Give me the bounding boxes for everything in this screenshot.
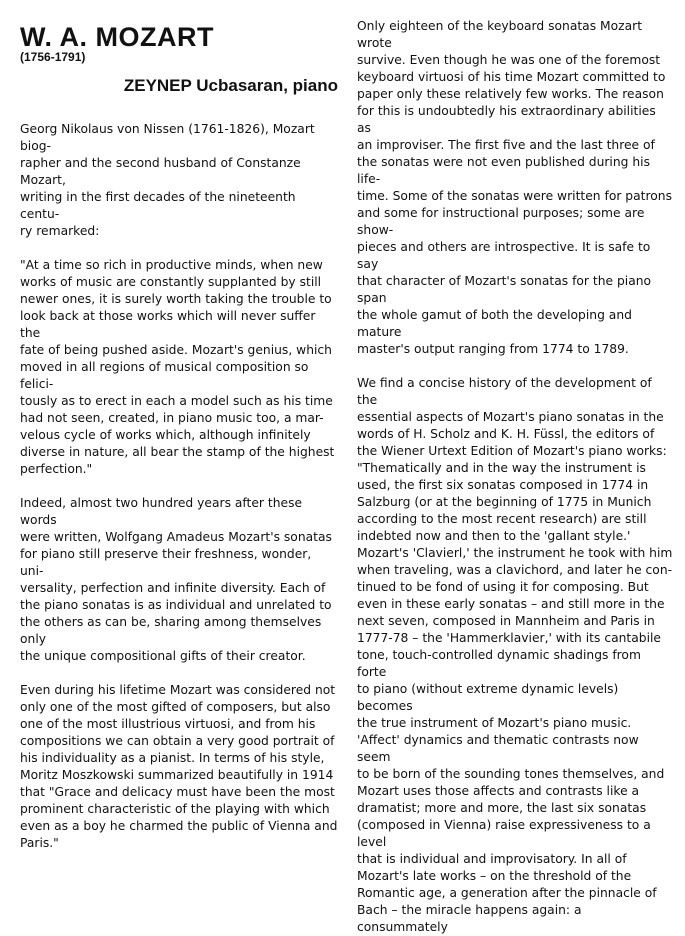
development-history-paragraph: We find a concise history of the development of the essential aspects of Mozart's piano sonatas in the words of H. Scholz and K. H. Füssl, the editors of the Wiener Urtext Edition of Mozart's piano works: "Thematically and in the way the instrument is used, the first six sonatas composed in 1774 in Salzburg (or at the beginning of 1775 in Munich according to the most recent research) are still indebted now and then to the 'gallant style.' Mozart's 'Clavierl,' the instrument he took with him when traveling, was a clavichord, and later he con- tinued to be fond of using it for composing. But even in these early sonatas – and still more in the next seven, composed in Mannheim and Paris in 1777-78 – the 'Hammerklavier,' with its cantabile tone, touch-controlled dynamic shadings from forte to piano (without extreme dynamic levels) becomes the true instrument of Mozart's piano music. 'Affect' dynamics and thematic contrasts now seem to be born of the sounding tones themselves, and Mozart uses those affects and contrasts like a dramatist; more and more, the last six sonatas (composed in Vienna) raise expressiveness to a level that is individual and improvisatory. In all of Mozart's late works – on the threshold of the Romantic age, a generation after the pinnacle of Bach – the miracle happens again: a consummately bbox=[357, 376, 673, 934]
sonatas-freshness-paragraph: Indeed, almost two hundred years after these words were written, Wolfgang Amadeus Mozart's sonatas for piano still preserve their freshness, wonder, uni- versality, perfection and infinite diversity. Each of the piano sonatas is as individual and unrelated to the others as can be, sharing among themselves only the unique compositional gifts of their creator. bbox=[20, 496, 332, 663]
left-column bbox=[20, 0, 338, 852]
nissen-intro-paragraph: Georg Nikolaus von Nissen (1761-1826), Mozart biog- rapher and the second husband of Constanze Mozart, writing in the first decades of the nineteenth centu- ry remarked: bbox=[20, 122, 315, 238]
composer-name: W. A. MOZART bbox=[20, 22, 214, 52]
performer-name: ZEYNEP Ucbasaran, piano bbox=[123, 76, 338, 95]
mozart-pianist-paragraph: Even during his lifetime Mozart was considered not only one of the most gifted of composers, but also one of the most illustrious virtuosi, and from his compositions we can obtain a very good portrait of his individuality as a pianist. In terms of his style, Moritz Moszkowski summarized beautifully in 1914 that "Grace and delicacy must have been the most prominent characteristic of the playing with which even as a boy he charmed the public of Vienna and Paris." bbox=[20, 683, 338, 850]
eighteen-sonatas-paragraph: Only eighteen of the keyboard sonatas Mozart wrote survive. Even though he was one of the foremost keyboard virtuosi of his time Mozart committed to paper only these relatively few works. The reason for this is undoubtedly his extraordinary abilities as an improviser. The first five and the last three of the sonatas were not even published during his life- time. Some of the sonatas were written for patrons and some for instructional purposes; some are show- pieces and others are introspective. It is safe to say that character of Mozart's sonatas for the piano span the whole gamut of both the developing and mature master's output ranging from 1774 to 1789. bbox=[357, 19, 672, 356]
composer-years: (1756-1791) bbox=[20, 50, 86, 64]
right-column bbox=[357, 0, 673, 936]
nissen-quote-paragraph: "At a time so rich in productive minds, when new works of music are constantly supplanted by still newer ones, it is surely worth taking the trouble to look back at those works which will never suffer the fate of being pushed aside. Mozart's genius, which moved in all regions of musical composition so felici- tously as to erect in each a model such as his time had not seen, created, in piano music too, a mar- velous cycle of works which, although infinitely diverse in nature, all bear the stamp of the highest perfection." bbox=[20, 258, 335, 476]
